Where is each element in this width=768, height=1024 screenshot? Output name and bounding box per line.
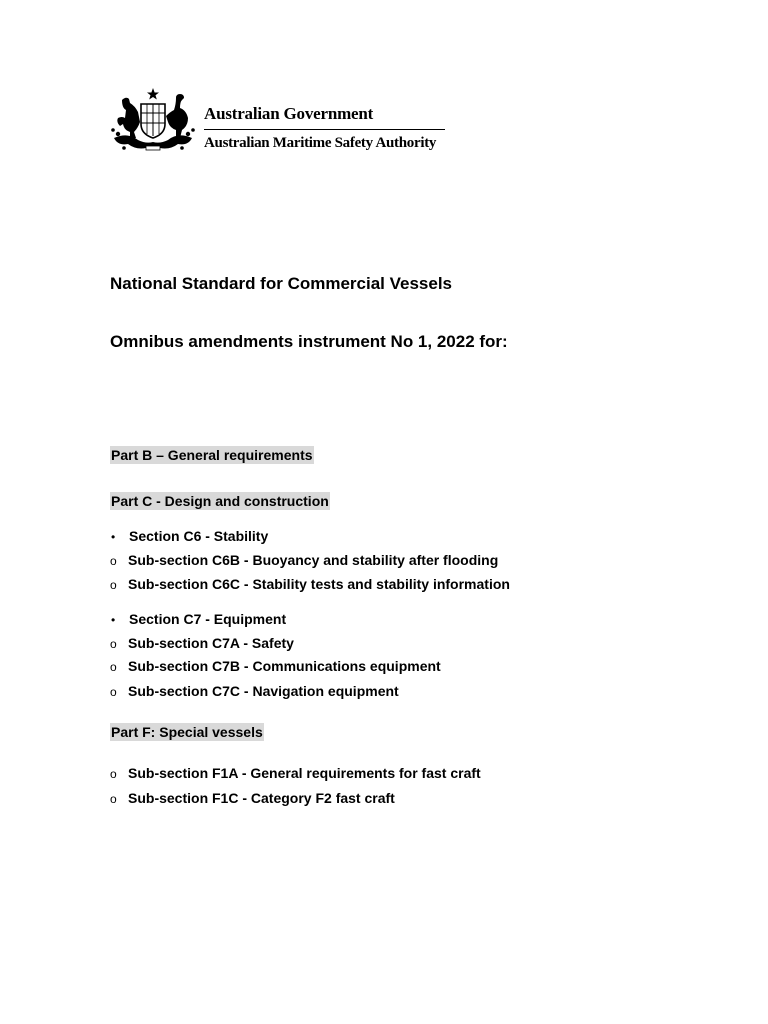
list-item-text: Section C7 - Equipment (129, 611, 287, 627)
bullet-circle: o (110, 554, 117, 568)
part-f-heading: Part F: Special vessels (111, 724, 263, 740)
list-item-text: Section C6 - Stability (129, 528, 269, 544)
agency-name: Australian Maritime Safety Authority (204, 135, 437, 151)
list-item (110, 634, 294, 653)
bullet-circle: o (110, 767, 117, 781)
document-subtitle: Omnibus amendments instrument No 1, 2022 for: (110, 332, 508, 351)
list-item (110, 551, 498, 570)
bullet-circle: o (110, 578, 117, 592)
government-name: Australian Government (204, 104, 374, 123)
list-item (110, 682, 399, 701)
list-item (110, 657, 441, 676)
list-item (110, 527, 268, 546)
list-item-text: Sub-section C7C - Navigation equipment (128, 683, 399, 699)
bullet-circle: o (110, 660, 117, 674)
list-item (110, 575, 510, 594)
agency-logo (108, 86, 448, 158)
document-title: National Standard for Commercial Vessels (110, 274, 453, 293)
list-item (110, 610, 286, 629)
list-item (110, 789, 395, 808)
list-item-text: Sub-section F1C - Category F2 fast craft (128, 790, 395, 806)
commonwealth-coat-of-arms-icon (108, 86, 198, 156)
part-b-heading: Part B – General requirements (111, 447, 313, 463)
list-item (110, 764, 481, 783)
bullet-circle: o (110, 637, 117, 651)
list-item-text: Sub-section F1A - General requirements for fast craft (128, 765, 481, 781)
bullet-disc: • (111, 613, 116, 627)
bullet-circle: o (110, 792, 117, 806)
list-item-text: Sub-section C7A - Safety (128, 635, 294, 651)
list-item-text: Sub-section C7B - Communications equipment (128, 658, 441, 674)
part-c-heading: Part C - Design and construction (111, 493, 329, 509)
logo-divider (204, 129, 445, 130)
list-item-text: Sub-section C6B - Buoyancy and stability after flooding (128, 552, 499, 568)
bullet-disc: • (111, 530, 116, 544)
list-item-text: Sub-section C6C - Stability tests and stability information (128, 576, 510, 592)
bullet-circle: o (110, 685, 117, 699)
